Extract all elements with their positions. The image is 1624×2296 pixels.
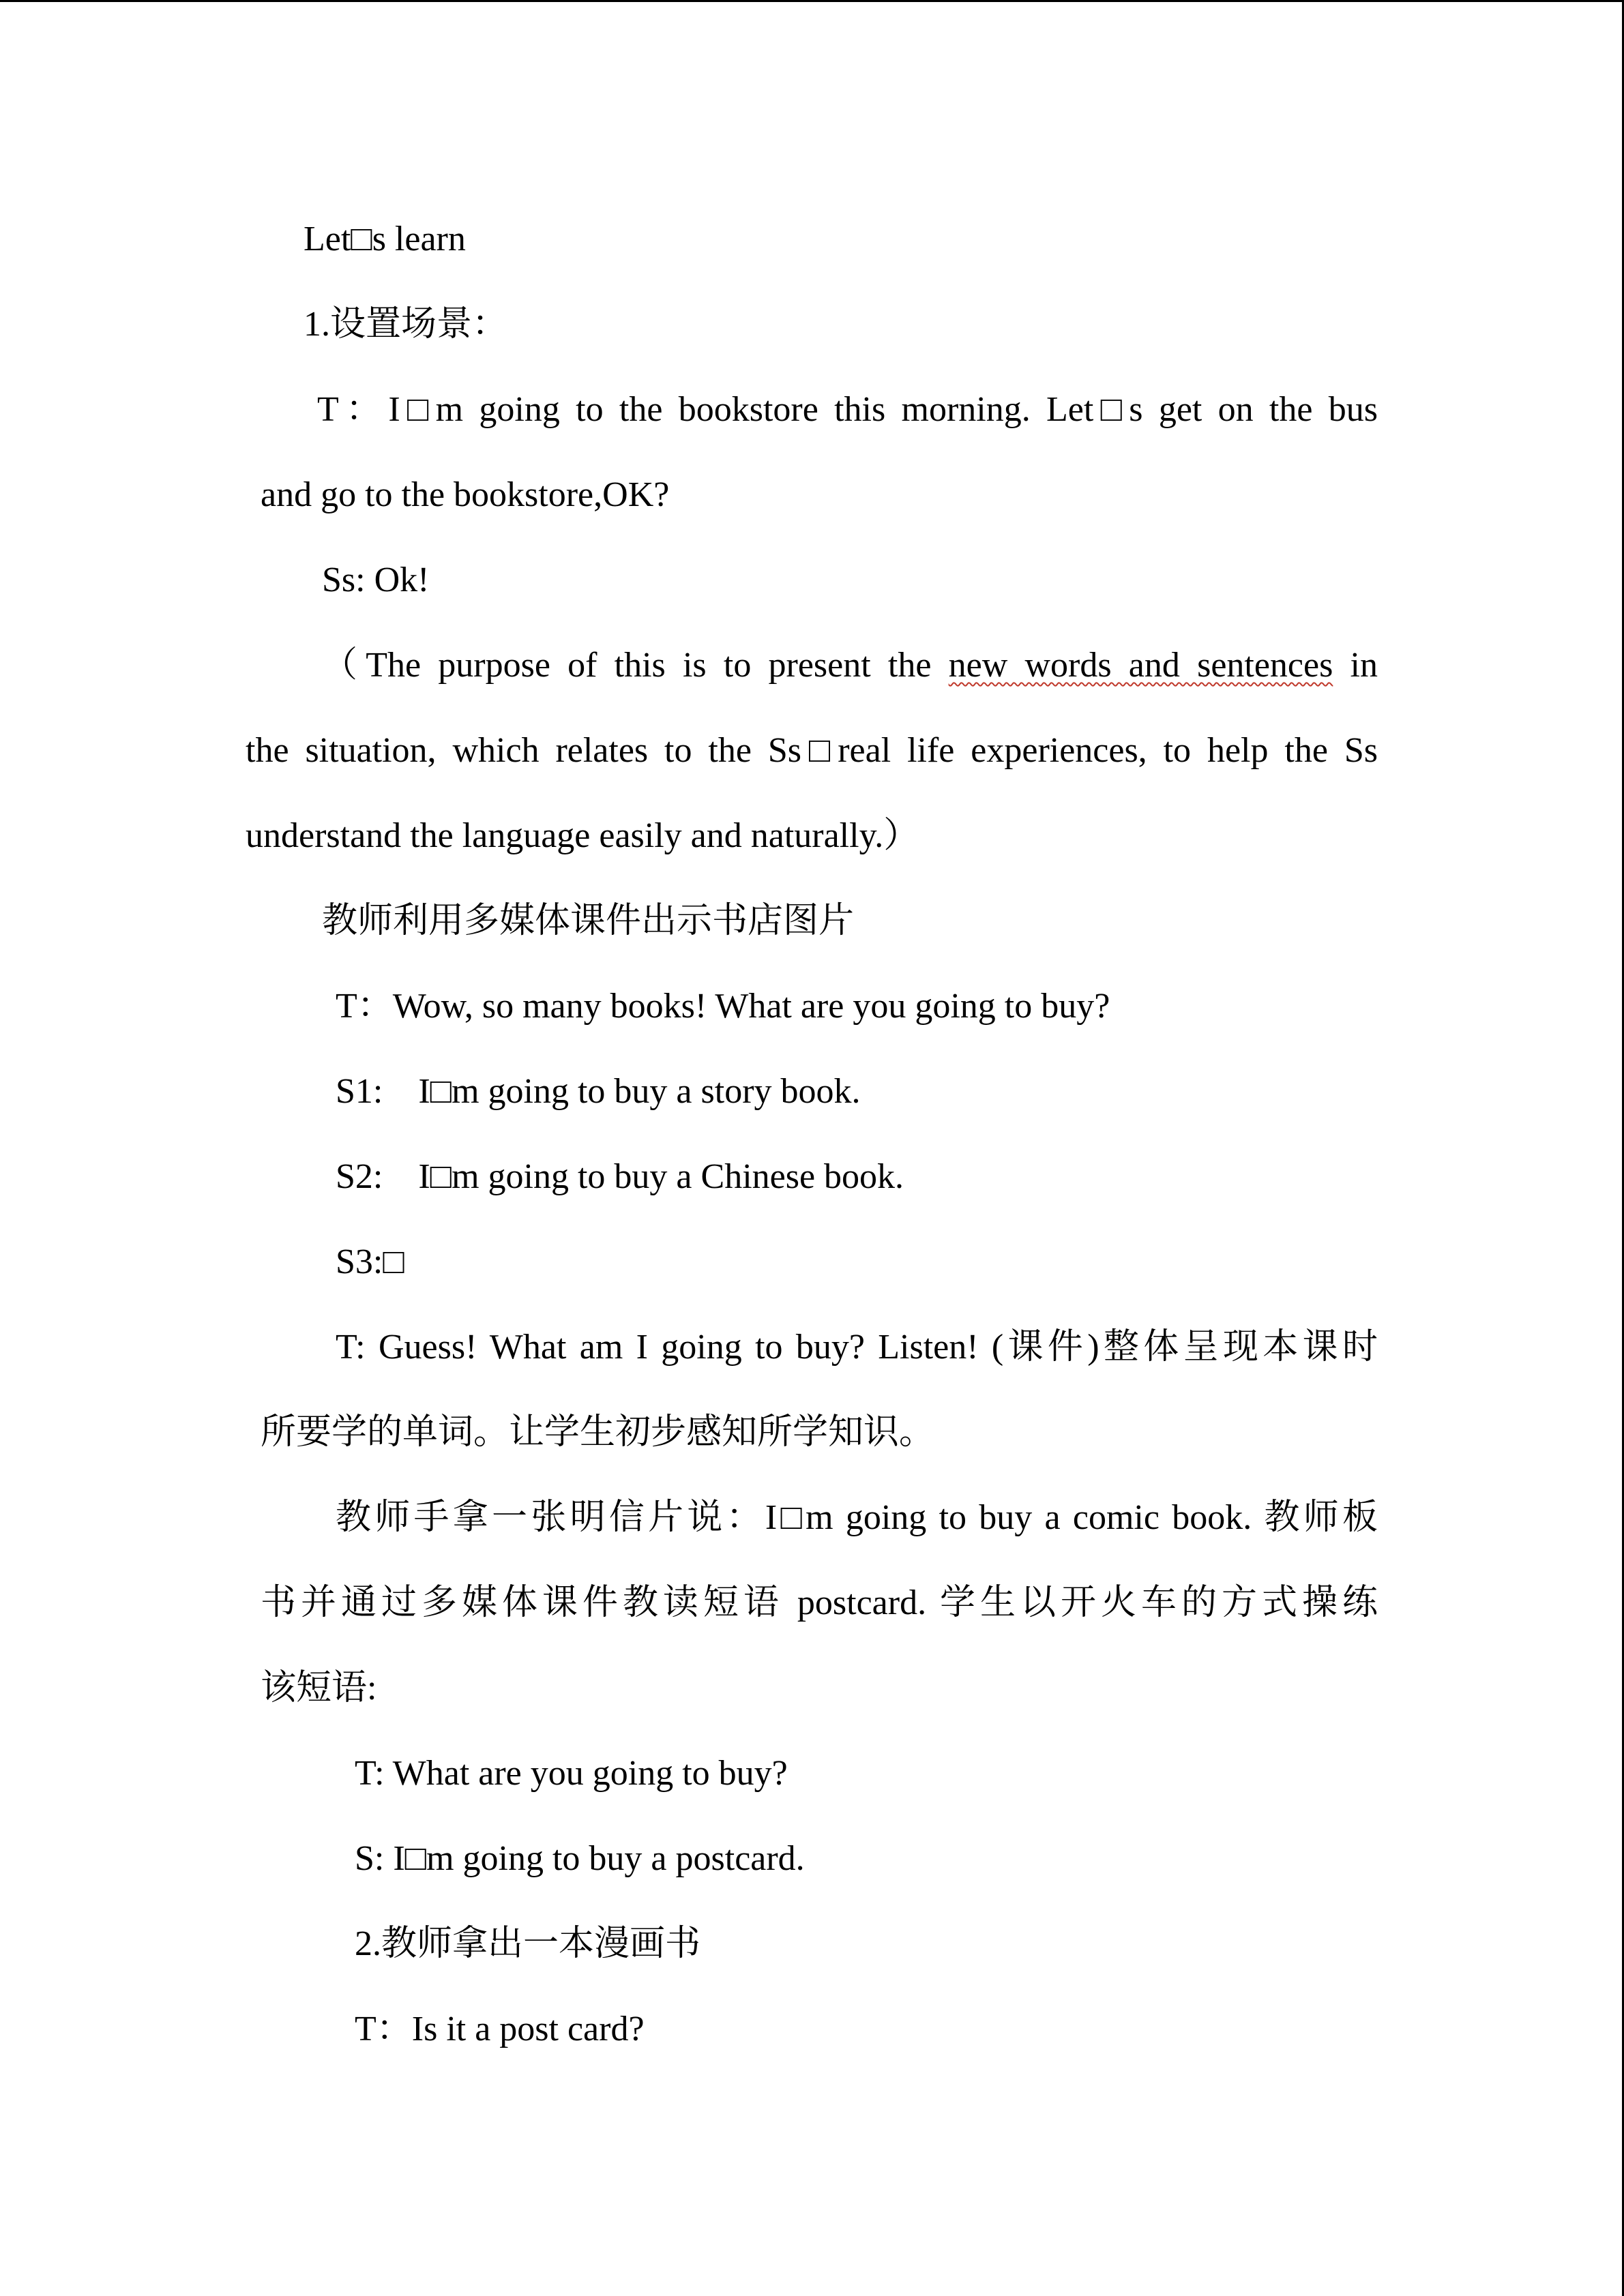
instruction-postcard-line-1: 教师手拿一张明信片说：I□m going to buy a comic book. 教师板	[336, 1498, 1378, 1537]
dialogue-line-teacher-1: T：I□m going to the bookstore this morning. Let□s get on the bus	[317, 390, 1378, 429]
dialogue-line-teacher-1-cont: and go to the bookstore,OK?	[261, 475, 670, 514]
instruction-present-words: 所要学的单词。让学生初步感知所学知识。	[261, 1413, 935, 1452]
heading-lets-learn: Let□s learn	[304, 220, 466, 258]
purpose-note-post: in	[1333, 646, 1378, 685]
dialogue-line-s2: S2: I□m going to buy a Chinese book.	[336, 1157, 904, 1196]
purpose-note-line-2: the situation, which relates to the Ss□real life experiences, to help the Ss	[246, 731, 1378, 770]
dialogue-line-s3: S3:□	[336, 1242, 404, 1281]
instruction-postcard-line-2: 书并通过多媒体课件教读短语 postcard. 学生以开火车的方式操练	[261, 1583, 1378, 1622]
spellcheck-marked-text: new words and sentences	[948, 646, 1333, 685]
dialogue-line-teacher-2: T：Wow, so many books! What are you going to buy?	[336, 987, 1110, 1026]
dialogue-line-student-postcard: S: I□m going to buy a postcard.	[355, 1839, 805, 1878]
purpose-note-line-3: understand the language easily and naturally.）	[246, 816, 919, 855]
step-2-title: 2.教师拿出一本漫画书	[355, 1924, 701, 1963]
dialogue-line-teacher-5: T：Is it a post card?	[355, 2010, 645, 2048]
step-1-title: 1.设置场景：	[304, 305, 508, 344]
dialogue-line-students-1: Ss: Ok!	[322, 561, 430, 599]
purpose-note-line-1	[322, 644, 1378, 687]
dialogue-line-teacher-4: T: What are you going to buy?	[355, 1754, 788, 1793]
dialogue-line-s1: S1: I□m going to buy a story book.	[336, 1072, 861, 1111]
instruction-postcard-line-3: 该短语:	[261, 1669, 377, 1708]
purpose-note-pre: （The purpose of this is to present the	[322, 646, 949, 685]
instruction-bookstore-picture: 教师利用多媒体课件出示书店图片	[322, 901, 855, 940]
dialogue-line-teacher-3: T: Guess! What am I going to buy? Listen! (课件)整体呈现本课时	[336, 1328, 1378, 1367]
